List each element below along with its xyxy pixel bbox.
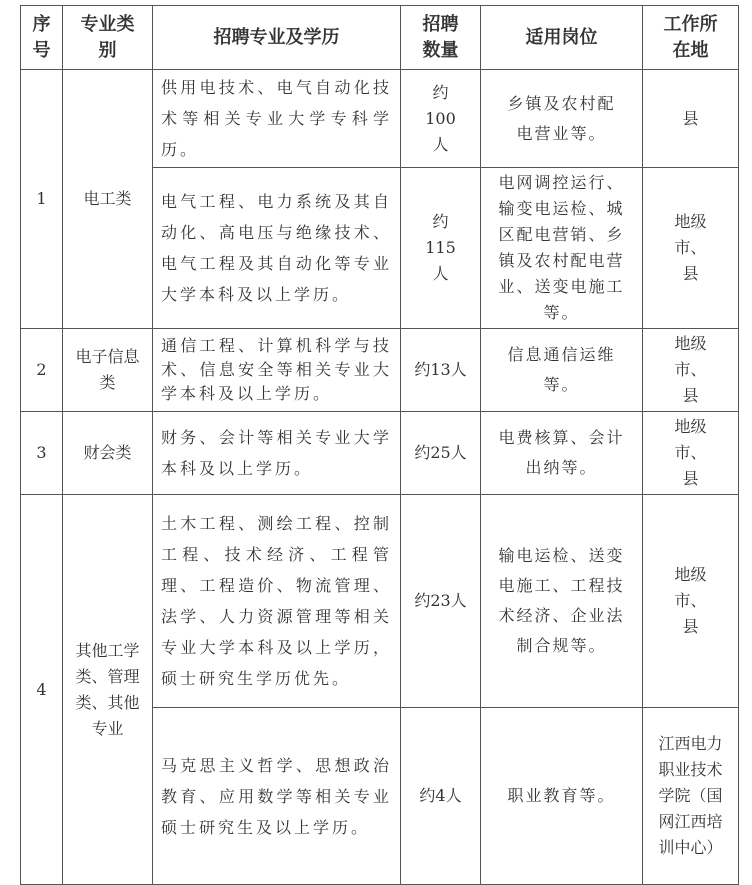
row-count: 约100人: [401, 70, 481, 168]
row-category: 电工类: [63, 70, 153, 329]
table-row: [21, 495, 739, 708]
row-position: 输电运检、送变电施工、工程技术经济、企业法制合规等。: [481, 495, 643, 708]
header-category: 专业类别: [63, 6, 153, 70]
row-location: 地级市、县: [643, 168, 739, 329]
row-seq: 2: [21, 329, 63, 412]
row-major: 电气工程、电力系统及其自动化、高电压与绝缘技术、电气工程及其自动化等专业大学本科及以上学历。: [153, 168, 401, 329]
header-count: 招聘数量: [401, 6, 481, 70]
table-row: [21, 329, 739, 412]
row-major: 财务、会计等相关专业大学本科及以上学历。: [153, 412, 401, 495]
row-position: 电网调控运行、输变电运检、城区配电营销、乡镇及农村配电营业、送变电施工等。: [481, 168, 643, 329]
header-position: 适用岗位: [481, 6, 643, 70]
row-count: 约4人: [401, 708, 481, 885]
row-location: 县: [643, 70, 739, 168]
header-location: 工作所在地: [643, 6, 739, 70]
row-count: 约13人: [401, 329, 481, 412]
row-major: 马克思主义哲学、思想政治教育、应用数学等相关专业硕士研究生及以上学历。: [153, 708, 401, 885]
row-position: 乡镇及农村配电营业等。: [481, 70, 643, 168]
header-major: 招聘专业及学历: [153, 6, 401, 70]
row-position: 职业教育等。: [481, 708, 643, 885]
row-position: 信息通信运维等。: [481, 329, 643, 412]
row-count: 约25人: [401, 412, 481, 495]
row-major: 通信工程、计算机科学与技术、信息安全等相关专业大学本科及以上学历。: [153, 329, 401, 412]
row-category: 电子信息类: [63, 329, 153, 412]
row-category: 其他工学类、管理类、其他专业: [63, 495, 153, 885]
recruitment-table: [20, 5, 739, 885]
row-major: 土木工程、测绘工程、控制工程、技术经济、工程管理、工程造价、物流管理、法学、人力资源管理等相关专业大学本科及以上学历，硕士研究生学历优先。: [153, 495, 401, 708]
row-location: 地级市、县: [643, 495, 739, 708]
row-count: 约23人: [401, 495, 481, 708]
row-category: 财会类: [63, 412, 153, 495]
row-location: 地级市、县: [643, 329, 739, 412]
table-row: [21, 412, 739, 495]
row-seq: 4: [21, 495, 63, 885]
row-seq: 3: [21, 412, 63, 495]
row-count: 约115人: [401, 168, 481, 329]
table-row: [21, 70, 739, 168]
header-row: [21, 6, 739, 70]
row-location: 江西电力职业技术学院（国网江西培训中心）: [643, 708, 739, 885]
header-seq: 序号: [21, 6, 63, 70]
row-seq: 1: [21, 70, 63, 329]
row-position: 电费核算、会计出纳等。: [481, 412, 643, 495]
row-major: 供用电技术、电气自动化技术等相关专业大学专科学历。: [153, 70, 401, 168]
row-location: 地级市、县: [643, 412, 739, 495]
